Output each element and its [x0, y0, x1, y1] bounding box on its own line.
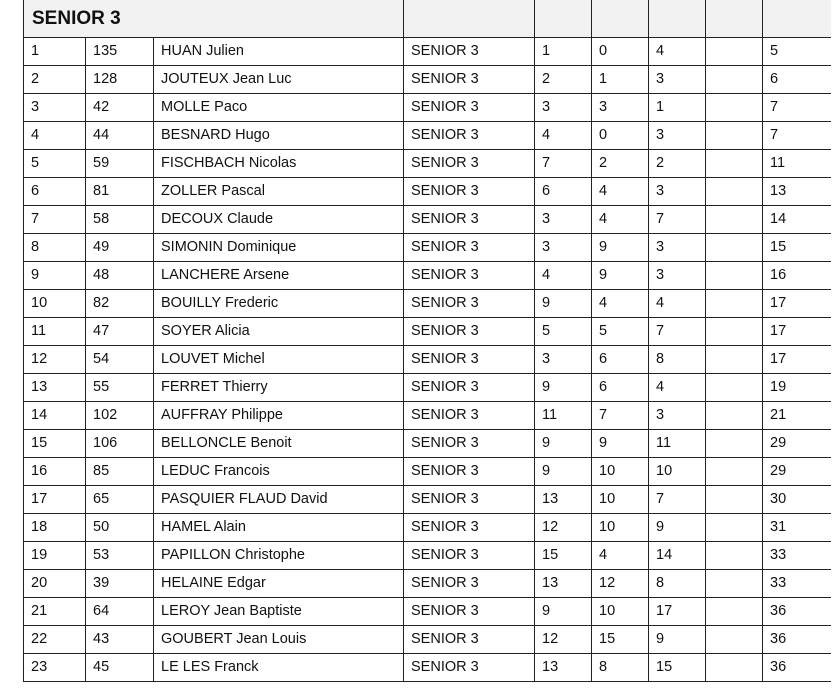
bib-cell: 49	[86, 234, 154, 262]
round-4-cell	[706, 346, 763, 374]
round-2-cell: 9	[592, 234, 649, 262]
table-row	[24, 318, 832, 346]
table-row	[24, 290, 832, 318]
bib-cell: 82	[86, 290, 154, 318]
name-cell: BOUILLY Frederic	[154, 290, 404, 318]
category-cell: SENIOR 3	[404, 234, 535, 262]
bib-cell: 48	[86, 262, 154, 290]
round-4-cell	[706, 626, 763, 654]
round-4-cell	[706, 514, 763, 542]
round-2-cell: 6	[592, 374, 649, 402]
round-1-cell: 4	[535, 122, 592, 150]
round-3-cell: 10	[649, 458, 706, 486]
round-2-cell: 4	[592, 206, 649, 234]
round-3-cell: 3	[649, 402, 706, 430]
table-row	[24, 206, 832, 234]
table-row	[24, 458, 832, 486]
table-row	[24, 234, 832, 262]
round-2-cell: 0	[592, 38, 649, 66]
round-3-cell: 4	[649, 290, 706, 318]
round-4-cell	[706, 458, 763, 486]
round-2-cell: 4	[592, 290, 649, 318]
category-cell: SENIOR 3	[404, 346, 535, 374]
name-cell: DECOUX Claude	[154, 206, 404, 234]
category-cell: SENIOR 3	[404, 458, 535, 486]
round-2-cell: 10	[592, 486, 649, 514]
bib-cell: 43	[86, 626, 154, 654]
round-1-cell: 7	[535, 150, 592, 178]
category-cell: SENIOR 3	[404, 514, 535, 542]
total-cell: 36	[763, 654, 832, 682]
left-margin	[0, 0, 23, 694]
total-cell: 17	[763, 318, 832, 346]
section-blank-cell	[706, 0, 763, 38]
rank-cell: 8	[24, 234, 86, 262]
rank-cell: 2	[24, 66, 86, 94]
round-2-cell: 10	[592, 514, 649, 542]
total-cell: 16	[763, 262, 832, 290]
round-3-cell: 7	[649, 206, 706, 234]
round-1-cell: 5	[535, 318, 592, 346]
bib-cell: 47	[86, 318, 154, 346]
rank-cell: 12	[24, 346, 86, 374]
table-row	[24, 542, 832, 570]
bib-cell: 44	[86, 122, 154, 150]
bib-cell: 39	[86, 570, 154, 598]
total-cell: 17	[763, 346, 832, 374]
round-1-cell: 11	[535, 402, 592, 430]
name-cell: PASQUIER FLAUD David	[154, 486, 404, 514]
table-row	[24, 402, 832, 430]
round-4-cell	[706, 122, 763, 150]
round-3-cell: 1	[649, 94, 706, 122]
name-cell: PAPILLON Christophe	[154, 542, 404, 570]
category-cell: SENIOR 3	[404, 598, 535, 626]
name-cell: HUAN Julien	[154, 38, 404, 66]
round-4-cell	[706, 430, 763, 458]
total-cell: 21	[763, 402, 832, 430]
rank-cell: 21	[24, 598, 86, 626]
bib-cell: 53	[86, 542, 154, 570]
total-cell: 19	[763, 374, 832, 402]
table-row	[24, 122, 832, 150]
round-2-cell: 1	[592, 66, 649, 94]
section-blank-cell	[763, 0, 832, 38]
rank-cell: 16	[24, 458, 86, 486]
round-4-cell	[706, 374, 763, 402]
round-3-cell: 3	[649, 122, 706, 150]
round-2-cell: 4	[592, 178, 649, 206]
category-cell: SENIOR 3	[404, 178, 535, 206]
total-cell: 33	[763, 570, 832, 598]
category-cell: SENIOR 3	[404, 262, 535, 290]
rank-cell: 10	[24, 290, 86, 318]
round-1-cell: 15	[535, 542, 592, 570]
bib-cell: 85	[86, 458, 154, 486]
round-1-cell: 9	[535, 458, 592, 486]
bib-cell: 55	[86, 374, 154, 402]
name-cell: LE LES Franck	[154, 654, 404, 682]
round-2-cell: 5	[592, 318, 649, 346]
round-3-cell: 17	[649, 598, 706, 626]
round-2-cell: 7	[592, 402, 649, 430]
round-3-cell: 4	[649, 38, 706, 66]
round-4-cell	[706, 318, 763, 346]
table-row	[24, 66, 832, 94]
round-3-cell: 8	[649, 570, 706, 598]
category-cell: SENIOR 3	[404, 122, 535, 150]
section-blank-cell	[592, 0, 649, 38]
round-4-cell	[706, 542, 763, 570]
table-row	[24, 262, 832, 290]
round-4-cell	[706, 206, 763, 234]
round-4-cell	[706, 234, 763, 262]
category-cell: SENIOR 3	[404, 150, 535, 178]
bib-cell: 65	[86, 486, 154, 514]
bib-cell: 102	[86, 402, 154, 430]
round-4-cell	[706, 402, 763, 430]
rank-cell: 7	[24, 206, 86, 234]
category-cell: SENIOR 3	[404, 430, 535, 458]
name-cell: BESNARD Hugo	[154, 122, 404, 150]
name-cell: SOYER Alicia	[154, 318, 404, 346]
category-cell: SENIOR 3	[404, 38, 535, 66]
category-cell: SENIOR 3	[404, 626, 535, 654]
bib-cell: 58	[86, 206, 154, 234]
right-margin	[831, 0, 840, 694]
rank-cell: 23	[24, 654, 86, 682]
round-2-cell: 0	[592, 122, 649, 150]
name-cell: JOUTEUX Jean Luc	[154, 66, 404, 94]
round-3-cell: 3	[649, 262, 706, 290]
name-cell: HAMEL Alain	[154, 514, 404, 542]
name-cell: ZOLLER Pascal	[154, 178, 404, 206]
section-blank-cell	[535, 0, 592, 38]
round-1-cell: 4	[535, 262, 592, 290]
total-cell: 33	[763, 542, 832, 570]
total-cell: 11	[763, 150, 832, 178]
round-3-cell: 7	[649, 318, 706, 346]
category-cell: SENIOR 3	[404, 542, 535, 570]
rank-cell: 13	[24, 374, 86, 402]
table-row	[24, 654, 832, 682]
section-blank-cell	[649, 0, 706, 38]
round-4-cell	[706, 66, 763, 94]
bib-cell: 64	[86, 598, 154, 626]
round-3-cell: 8	[649, 346, 706, 374]
total-cell: 7	[763, 122, 832, 150]
round-1-cell: 13	[535, 654, 592, 682]
category-cell: SENIOR 3	[404, 290, 535, 318]
table-row	[24, 150, 832, 178]
category-cell: SENIOR 3	[404, 206, 535, 234]
table-row	[24, 486, 832, 514]
rank-cell: 5	[24, 150, 86, 178]
total-cell: 31	[763, 514, 832, 542]
category-cell: SENIOR 3	[404, 374, 535, 402]
round-2-cell: 15	[592, 626, 649, 654]
round-2-cell: 10	[592, 458, 649, 486]
table-row	[24, 626, 832, 654]
round-2-cell: 3	[592, 94, 649, 122]
round-1-cell: 6	[535, 178, 592, 206]
total-cell: 13	[763, 178, 832, 206]
round-4-cell	[706, 486, 763, 514]
round-3-cell: 11	[649, 430, 706, 458]
round-3-cell: 3	[649, 178, 706, 206]
total-cell: 5	[763, 38, 832, 66]
round-4-cell	[706, 38, 763, 66]
round-3-cell: 3	[649, 234, 706, 262]
round-1-cell: 3	[535, 94, 592, 122]
rank-cell: 17	[24, 486, 86, 514]
total-cell: 17	[763, 290, 832, 318]
rank-cell: 20	[24, 570, 86, 598]
results-body	[24, 0, 832, 682]
round-3-cell: 3	[649, 66, 706, 94]
rank-cell: 14	[24, 402, 86, 430]
round-1-cell: 13	[535, 570, 592, 598]
section-blank-cell	[404, 0, 535, 38]
name-cell: LEDUC Francois	[154, 458, 404, 486]
round-1-cell: 12	[535, 514, 592, 542]
bib-cell: 42	[86, 94, 154, 122]
total-cell: 14	[763, 206, 832, 234]
name-cell: FISCHBACH Nicolas	[154, 150, 404, 178]
bib-cell: 50	[86, 514, 154, 542]
table-row	[24, 598, 832, 626]
name-cell: GOUBERT Jean Louis	[154, 626, 404, 654]
round-2-cell: 9	[592, 430, 649, 458]
name-cell: HELAINE Edgar	[154, 570, 404, 598]
name-cell: LEROY Jean Baptiste	[154, 598, 404, 626]
section-header-row	[24, 0, 832, 38]
total-cell: 15	[763, 234, 832, 262]
rank-cell: 18	[24, 514, 86, 542]
round-1-cell: 2	[535, 66, 592, 94]
round-1-cell: 9	[535, 598, 592, 626]
table-row	[24, 178, 832, 206]
name-cell: FERRET Thierry	[154, 374, 404, 402]
category-cell: SENIOR 3	[404, 66, 535, 94]
name-cell: LANCHERE Arsene	[154, 262, 404, 290]
round-1-cell: 3	[535, 206, 592, 234]
round-4-cell	[706, 598, 763, 626]
round-4-cell	[706, 94, 763, 122]
bib-cell: 45	[86, 654, 154, 682]
rank-cell: 3	[24, 94, 86, 122]
round-4-cell	[706, 150, 763, 178]
bib-cell: 81	[86, 178, 154, 206]
total-cell: 29	[763, 458, 832, 486]
category-cell: SENIOR 3	[404, 94, 535, 122]
total-cell: 6	[763, 66, 832, 94]
bib-cell: 54	[86, 346, 154, 374]
round-2-cell: 6	[592, 346, 649, 374]
round-2-cell: 2	[592, 150, 649, 178]
name-cell: MOLLE Paco	[154, 94, 404, 122]
bib-cell: 128	[86, 66, 154, 94]
round-2-cell: 8	[592, 654, 649, 682]
bib-cell: 59	[86, 150, 154, 178]
round-2-cell: 9	[592, 262, 649, 290]
round-3-cell: 4	[649, 374, 706, 402]
round-3-cell: 14	[649, 542, 706, 570]
rank-cell: 19	[24, 542, 86, 570]
category-cell: SENIOR 3	[404, 318, 535, 346]
round-4-cell	[706, 290, 763, 318]
total-cell: 36	[763, 626, 832, 654]
bib-cell: 106	[86, 430, 154, 458]
rank-cell: 22	[24, 626, 86, 654]
bib-cell: 135	[86, 38, 154, 66]
round-3-cell: 9	[649, 514, 706, 542]
rank-cell: 11	[24, 318, 86, 346]
category-cell: SENIOR 3	[404, 570, 535, 598]
round-4-cell	[706, 654, 763, 682]
table-row	[24, 374, 832, 402]
round-4-cell	[706, 262, 763, 290]
total-cell: 30	[763, 486, 832, 514]
rank-cell: 6	[24, 178, 86, 206]
rank-cell: 9	[24, 262, 86, 290]
round-4-cell	[706, 178, 763, 206]
round-1-cell: 3	[535, 346, 592, 374]
table-row	[24, 38, 832, 66]
table-row	[24, 94, 832, 122]
section-title: SENIOR 3	[24, 0, 404, 38]
round-2-cell: 12	[592, 570, 649, 598]
round-1-cell: 13	[535, 486, 592, 514]
name-cell: LOUVET Michel	[154, 346, 404, 374]
rank-cell: 1	[24, 38, 86, 66]
round-1-cell: 9	[535, 374, 592, 402]
total-cell: 29	[763, 430, 832, 458]
round-3-cell: 15	[649, 654, 706, 682]
category-cell: SENIOR 3	[404, 402, 535, 430]
round-1-cell: 9	[535, 290, 592, 318]
round-3-cell: 9	[649, 626, 706, 654]
results-table	[23, 0, 832, 682]
name-cell: BELLONCLE Benoit	[154, 430, 404, 458]
round-1-cell: 9	[535, 430, 592, 458]
table-row	[24, 346, 832, 374]
round-3-cell: 2	[649, 150, 706, 178]
name-cell: AUFFRAY Philippe	[154, 402, 404, 430]
round-2-cell: 4	[592, 542, 649, 570]
category-cell: SENIOR 3	[404, 486, 535, 514]
round-4-cell	[706, 570, 763, 598]
total-cell: 36	[763, 598, 832, 626]
round-2-cell: 10	[592, 598, 649, 626]
round-1-cell: 3	[535, 234, 592, 262]
rank-cell: 4	[24, 122, 86, 150]
round-3-cell: 7	[649, 486, 706, 514]
rank-cell: 15	[24, 430, 86, 458]
table-row	[24, 570, 832, 598]
name-cell: SIMONIN Dominique	[154, 234, 404, 262]
round-1-cell: 1	[535, 38, 592, 66]
table-row	[24, 430, 832, 458]
round-1-cell: 12	[535, 626, 592, 654]
total-cell: 7	[763, 94, 832, 122]
table-row	[24, 514, 832, 542]
category-cell: SENIOR 3	[404, 654, 535, 682]
